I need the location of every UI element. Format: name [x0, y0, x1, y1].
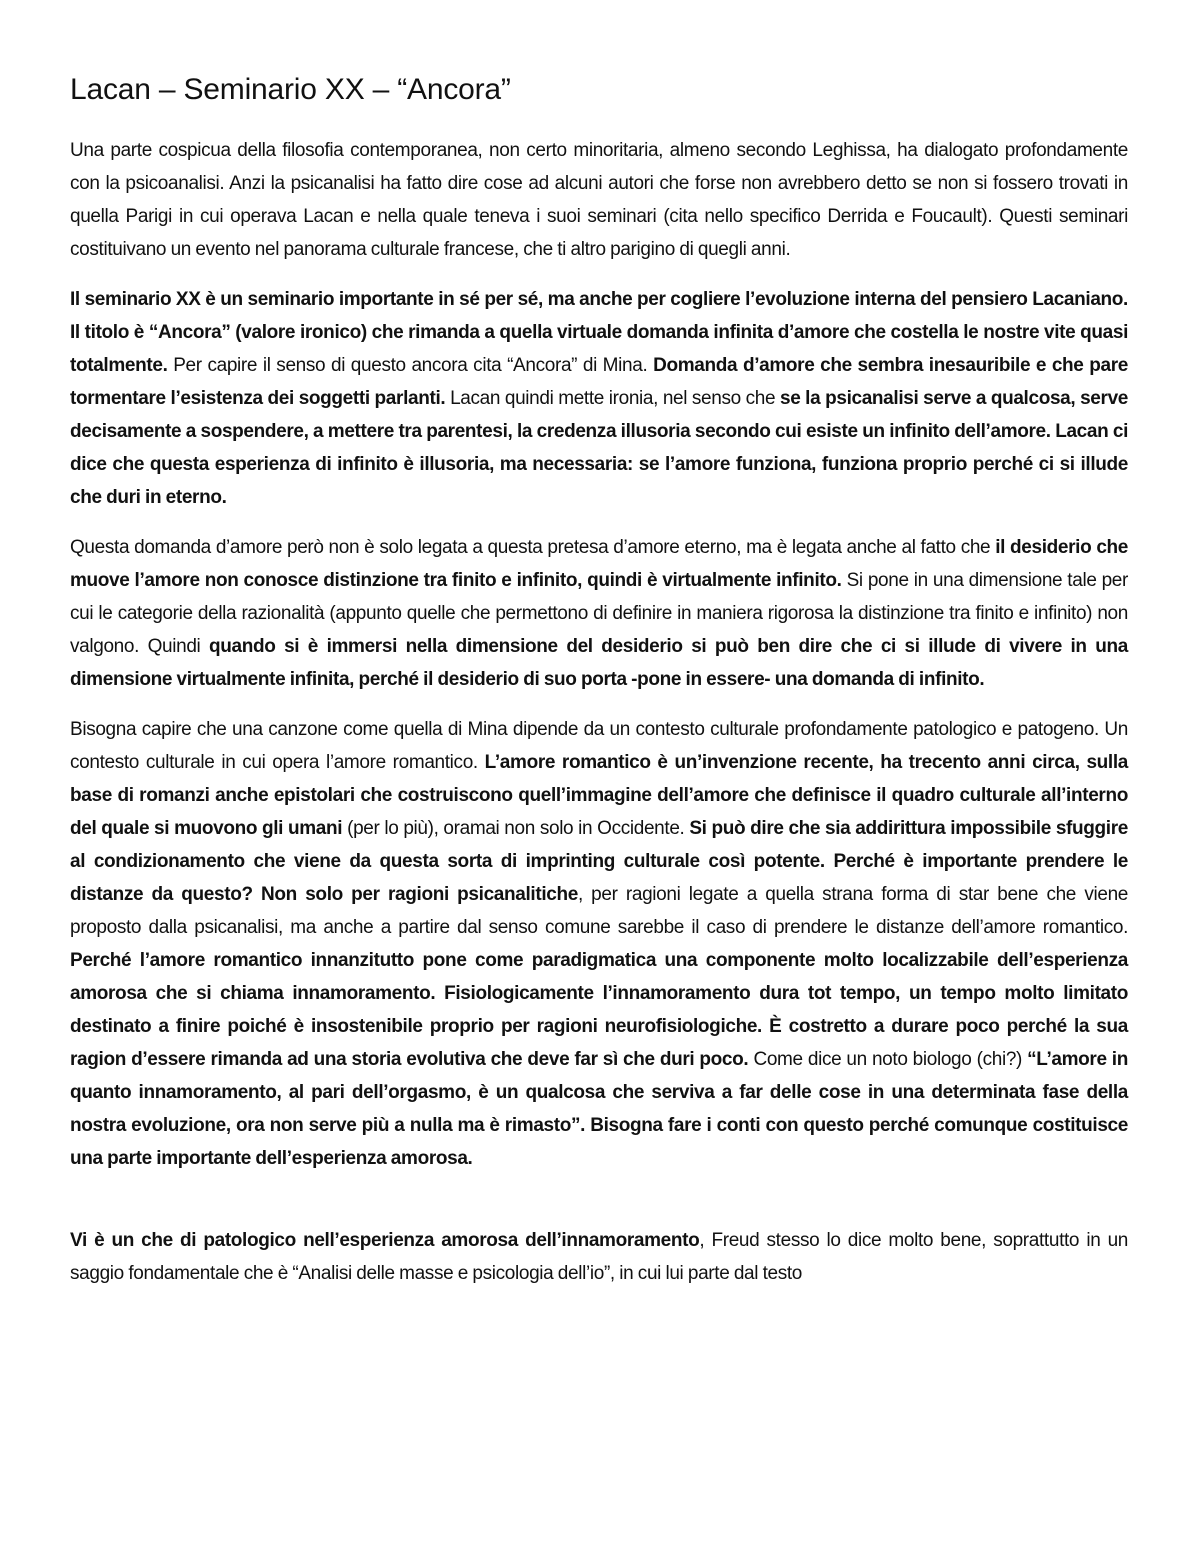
- bold-text-segment: L’amore romantico è un’invenzione recente, ha trecento anni circa, sulla base di romanzi anche epistolari che costruiscono quell’immagine dell’amore che definisce il quadro culturale all’interno del quale si muovono gli umani: [70, 752, 1128, 839]
- bold-text-segment: Si può dire che sia addirittura impossibile sfuggire al condizionamento che viene da questa sorta di imprinting culturale così potente. Perché è importante prendere le distanze da questo? Non solo per ragioni psicanalitiche: [70, 818, 1128, 905]
- text-segment: Una parte cospicua della filosofia contemporanea, non certo minoritaria, almeno secondo Leghissa, ha dialogato profondamente con la psicoanalisi. Anzi la psicanalisi ha fatto dire cose ad alcuni autori che forse non avrebbero detto se non si fossero trovati in quella Parigi in cui operava Lacan e nella quale teneva i suoi seminari (cita nello specifico Derrida e Foucault). Questi seminari costituivano un evento nel panorama culturale francese, che ti altro parigino di quegli anni.: [70, 140, 1128, 260]
- paragraph-1: [70, 134, 1128, 266]
- bold-text-segment: Il seminario XX è un seminario importante in sé per sé, ma anche per cogliere l’evoluzione interna del pensiero Lacaniano. Il titolo è “Ancora” (valore ironico) che rimanda a quella virtuale domanda infinita d’amore che costella le nostre vite quasi totalmente.: [70, 289, 1128, 376]
- bold-text-segment: Vi è un che di patologico nell’esperienza amorosa dell’innamoramento: [70, 1230, 700, 1251]
- document-page: [70, 72, 1128, 1307]
- page-title: Lacan – Seminario XX – “Ancora”: [70, 73, 511, 106]
- bold-text-segment: il desiderio che muove l’amore non conosce distinzione tra finito e infinito, quindi è virtualmente infinito.: [70, 537, 1129, 591]
- text-segment: Questa domanda d’amore però non è solo legata a questa pretesa d’amore eterno, ma è legata anche al fatto che: [70, 537, 996, 558]
- text-segment: , Freud stesso lo dice molto bene, soprattutto in un saggio fondamentale che è “Analisi delle masse e psicologia dell’io”, in cui lui parte dal testo: [70, 1230, 1129, 1284]
- text-segment: (per lo più), oramai non solo in Occidente.: [342, 818, 690, 839]
- bold-text-segment: quando si è immersi nella dimensione del desiderio si può ben dire che ci si illude di vivere in una dimensione virtualmente infinita, perché il desiderio di suo porta -pone in essere- una domanda di infinito.: [70, 636, 1128, 690]
- paragraph-3: [70, 531, 1128, 696]
- text-segment: Bisogna capire che una canzone come quella di Mina dipende da un contesto culturale profondamente patologico e patogeno. Un contesto culturale in cui opera l’amore romantico.: [70, 719, 1128, 773]
- paragraph-2: [70, 283, 1128, 514]
- bold-text-segment: Domanda d’amore che sembra inesauribile e che pare tormentare l’esistenza dei soggetti parlanti.: [70, 355, 1128, 409]
- paragraph-spacer: [70, 1192, 1128, 1224]
- text-segment: Si pone in una dimensione tale per cui le categorie della razionalità (appunto quelle che permettono di definire in maniera rigorosa la distinzione tra finito e infinito) non valgono. Quindi: [70, 570, 1128, 657]
- text-segment: Lacan quindi mette ironia, nel senso che: [445, 388, 780, 409]
- bold-text-segment: “L’amore in quanto innamoramento, al pari dell’orgasmo, è un qualcosa che serviva a far delle cose in una determinata fase della nostra evoluzione, ora non serve più a nulla ma è rimasto”. Bisogna fare i conti con questo perché comunque costituisce una parte importante dell’esperienza amorosa.: [70, 1049, 1128, 1169]
- text-segment: Come dice un noto biologo (chi?): [748, 1049, 1028, 1070]
- text-segment: Per capire il senso di questo ancora cita “Ancora” di Mina.: [167, 355, 654, 376]
- text-segment: , per ragioni legate a quella strana forma di star bene che viene proposto dalla psicanalisi, ma anche a partire dal senso comune sarebbe il caso di prendere le distanze dell’amore romantico.: [70, 884, 1128, 938]
- bold-text-segment: Perché l’amore romantico innanzitutto pone come paradigmatica una componente molto localizzabile dell’esperienza amorosa che si chiama innamoramento. Fisiologicamente l’innamoramento dura tot tempo, un tempo molto limitato destinato a finire poiché è insostenibile proprio per ragioni neurofisiologiche. È costretto a durare poco perché la sua ragion d’essere rimanda ad una storia evolutiva che deve far sì che duri poco.: [70, 950, 1128, 1070]
- paragraph-5: [70, 1224, 1128, 1290]
- paragraph-4: [70, 713, 1128, 1175]
- bold-text-segment: se la psicanalisi serve a qualcosa, serve decisamente a sospendere, a mettere tra parentesi, la credenza illusoria secondo cui esiste un infinito dell’amore. Lacan ci dice che questa esperienza di infinito è illusoria, ma necessaria: se l’amore funziona, funziona proprio perché ci si illude che duri in eterno.: [70, 388, 1129, 508]
